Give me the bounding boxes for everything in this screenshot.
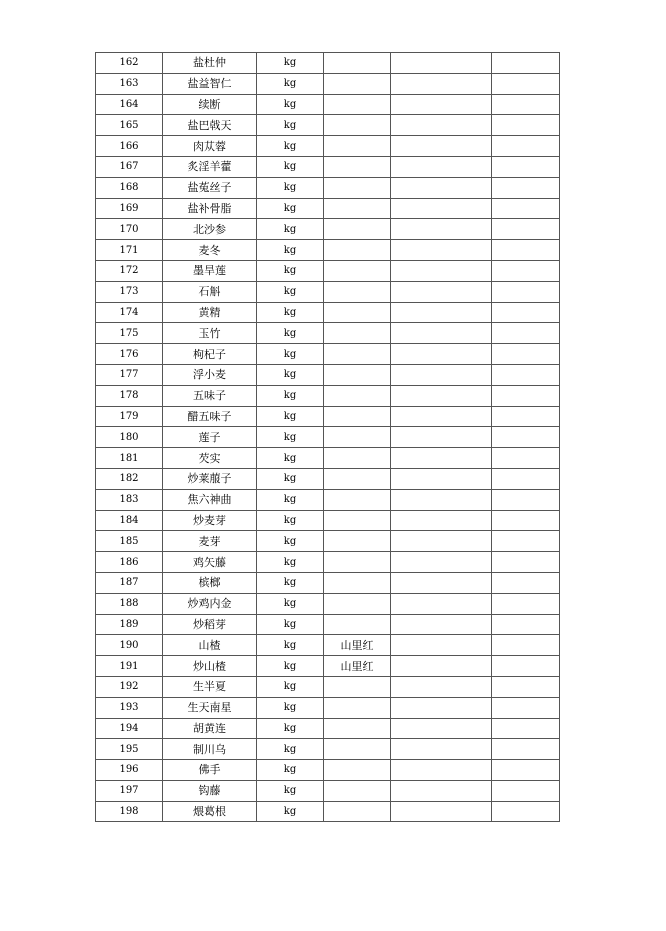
unit-cell: kg <box>257 177 324 198</box>
blank-cell-6 <box>492 53 560 74</box>
blank-cell-5 <box>391 281 492 302</box>
row-number-cell: 171 <box>96 240 163 261</box>
blank-cell-6 <box>492 448 560 469</box>
blank-cell-5 <box>391 448 492 469</box>
table-row <box>96 531 560 552</box>
blank-cell-6 <box>492 760 560 781</box>
unit-cell: kg <box>257 219 324 240</box>
row-number-cell: 198 <box>96 801 163 822</box>
blank-cell-6 <box>492 780 560 801</box>
row-number-cell: 168 <box>96 177 163 198</box>
row-number-cell: 173 <box>96 281 163 302</box>
note-cell <box>324 323 391 344</box>
herb-name-cell: 山楂 <box>163 635 257 656</box>
herb-name-cell: 佛手 <box>163 760 257 781</box>
note-cell <box>324 739 391 760</box>
herb-name-cell: 炒稻芽 <box>163 614 257 635</box>
herb-name-cell: 墨旱莲 <box>163 260 257 281</box>
note-cell <box>324 156 391 177</box>
herb-name-cell: 炒鸡内金 <box>163 593 257 614</box>
blank-cell-6 <box>492 427 560 448</box>
blank-cell-6 <box>492 468 560 489</box>
row-number-cell: 186 <box>96 552 163 573</box>
blank-cell-5 <box>391 697 492 718</box>
herb-name-cell: 炒莱菔子 <box>163 468 257 489</box>
blank-cell-6 <box>492 177 560 198</box>
unit-cell: kg <box>257 572 324 593</box>
herb-name-cell: 盐杜仲 <box>163 53 257 74</box>
table-row <box>96 780 560 801</box>
note-cell <box>324 552 391 573</box>
herb-name-cell: 胡黄连 <box>163 718 257 739</box>
blank-cell-6 <box>492 198 560 219</box>
blank-cell-5 <box>391 198 492 219</box>
unit-cell: kg <box>257 656 324 677</box>
blank-cell-6 <box>492 260 560 281</box>
blank-cell-5 <box>391 323 492 344</box>
row-number-cell: 182 <box>96 468 163 489</box>
note-cell <box>324 115 391 136</box>
table-row <box>96 676 560 697</box>
blank-cell-6 <box>492 156 560 177</box>
blank-cell-5 <box>391 656 492 677</box>
table-row <box>96 760 560 781</box>
unit-cell: kg <box>257 427 324 448</box>
row-number-cell: 162 <box>96 53 163 74</box>
unit-cell: kg <box>257 281 324 302</box>
note-cell <box>324 468 391 489</box>
blank-cell-6 <box>492 531 560 552</box>
blank-cell-6 <box>492 281 560 302</box>
blank-cell-5 <box>391 406 492 427</box>
blank-cell-6 <box>492 344 560 365</box>
note-cell <box>324 219 391 240</box>
blank-cell-5 <box>391 780 492 801</box>
table-row <box>96 801 560 822</box>
table-row <box>96 53 560 74</box>
note-cell <box>324 406 391 427</box>
table-row <box>96 115 560 136</box>
row-number-cell: 175 <box>96 323 163 344</box>
blank-cell-5 <box>391 676 492 697</box>
note-cell <box>324 572 391 593</box>
row-number-cell: 191 <box>96 656 163 677</box>
row-number-cell: 185 <box>96 531 163 552</box>
note-cell <box>324 260 391 281</box>
blank-cell-5 <box>391 635 492 656</box>
row-number-cell: 172 <box>96 260 163 281</box>
row-number-cell: 184 <box>96 510 163 531</box>
unit-cell: kg <box>257 801 324 822</box>
note-cell <box>324 531 391 552</box>
table-row <box>96 281 560 302</box>
herb-name-cell: 钩藤 <box>163 780 257 801</box>
unit-cell: kg <box>257 468 324 489</box>
note-cell <box>324 780 391 801</box>
herb-name-cell: 炙淫羊藿 <box>163 156 257 177</box>
blank-cell-5 <box>391 489 492 510</box>
herb-name-cell: 醋五味子 <box>163 406 257 427</box>
note-cell <box>324 302 391 323</box>
note-cell <box>324 94 391 115</box>
unit-cell: kg <box>257 198 324 219</box>
herb-name-cell: 麦冬 <box>163 240 257 261</box>
blank-cell-6 <box>492 676 560 697</box>
blank-cell-6 <box>492 489 560 510</box>
note-cell <box>324 281 391 302</box>
note-cell <box>324 489 391 510</box>
blank-cell-5 <box>391 240 492 261</box>
blank-cell-5 <box>391 156 492 177</box>
note-cell <box>324 73 391 94</box>
herb-name-cell: 肉苁蓉 <box>163 136 257 157</box>
row-number-cell: 196 <box>96 760 163 781</box>
note-cell <box>324 510 391 531</box>
unit-cell: kg <box>257 385 324 406</box>
blank-cell-6 <box>492 739 560 760</box>
note-cell <box>324 427 391 448</box>
blank-cell-5 <box>391 718 492 739</box>
blank-cell-5 <box>391 552 492 573</box>
blank-cell-5 <box>391 302 492 323</box>
unit-cell: kg <box>257 364 324 385</box>
row-number-cell: 164 <box>96 94 163 115</box>
unit-cell: kg <box>257 302 324 323</box>
blank-cell-5 <box>391 177 492 198</box>
unit-cell: kg <box>257 739 324 760</box>
row-number-cell: 176 <box>96 344 163 365</box>
row-number-cell: 192 <box>96 676 163 697</box>
table-row <box>96 364 560 385</box>
table-row <box>96 572 560 593</box>
herb-name-cell: 鸡矢藤 <box>163 552 257 573</box>
blank-cell-5 <box>391 593 492 614</box>
blank-cell-5 <box>391 801 492 822</box>
unit-cell: kg <box>257 344 324 365</box>
note-cell <box>324 344 391 365</box>
herb-name-cell: 石斛 <box>163 281 257 302</box>
table-row <box>96 656 560 677</box>
note-cell: 山里红 <box>324 635 391 656</box>
blank-cell-6 <box>492 115 560 136</box>
blank-cell-6 <box>492 406 560 427</box>
note-cell <box>324 364 391 385</box>
unit-cell: kg <box>257 718 324 739</box>
blank-cell-6 <box>492 364 560 385</box>
row-number-cell: 190 <box>96 635 163 656</box>
blank-cell-5 <box>391 468 492 489</box>
table-row <box>96 614 560 635</box>
unit-cell: kg <box>257 53 324 74</box>
blank-cell-6 <box>492 136 560 157</box>
herb-name-cell: 北沙参 <box>163 219 257 240</box>
unit-cell: kg <box>257 593 324 614</box>
note-cell <box>324 614 391 635</box>
note-cell <box>324 385 391 406</box>
row-number-cell: 174 <box>96 302 163 323</box>
table-row <box>96 448 560 469</box>
herb-name-cell: 盐补骨脂 <box>163 198 257 219</box>
herb-name-cell: 炒麦芽 <box>163 510 257 531</box>
unit-cell: kg <box>257 780 324 801</box>
table-body <box>96 53 560 822</box>
blank-cell-6 <box>492 552 560 573</box>
blank-cell-5 <box>391 344 492 365</box>
blank-cell-5 <box>391 94 492 115</box>
blank-cell-5 <box>391 115 492 136</box>
note-cell <box>324 198 391 219</box>
note-cell <box>324 177 391 198</box>
unit-cell: kg <box>257 760 324 781</box>
blank-cell-6 <box>492 73 560 94</box>
note-cell <box>324 53 391 74</box>
blank-cell-5 <box>391 510 492 531</box>
blank-cell-5 <box>391 136 492 157</box>
blank-cell-6 <box>492 385 560 406</box>
herb-name-cell: 盐巴戟天 <box>163 115 257 136</box>
blank-cell-5 <box>391 364 492 385</box>
blank-cell-6 <box>492 94 560 115</box>
blank-cell-6 <box>492 219 560 240</box>
blank-cell-5 <box>391 219 492 240</box>
unit-cell: kg <box>257 240 324 261</box>
note-cell <box>324 136 391 157</box>
blank-cell-6 <box>492 801 560 822</box>
herb-name-cell: 玉竹 <box>163 323 257 344</box>
table-row <box>96 489 560 510</box>
table-row <box>96 219 560 240</box>
blank-cell-5 <box>391 760 492 781</box>
herb-name-cell: 生天南星 <box>163 697 257 718</box>
unit-cell: kg <box>257 510 324 531</box>
blank-cell-5 <box>391 385 492 406</box>
unit-cell: kg <box>257 115 324 136</box>
row-number-cell: 165 <box>96 115 163 136</box>
unit-cell: kg <box>257 614 324 635</box>
table-row <box>96 468 560 489</box>
blank-cell-5 <box>391 53 492 74</box>
table-row <box>96 510 560 531</box>
table-row <box>96 739 560 760</box>
herb-name-cell: 槟榔 <box>163 572 257 593</box>
unit-cell: kg <box>257 406 324 427</box>
row-number-cell: 167 <box>96 156 163 177</box>
table-row <box>96 427 560 448</box>
herb-name-cell: 莲子 <box>163 427 257 448</box>
note-cell <box>324 697 391 718</box>
blank-cell-6 <box>492 635 560 656</box>
note-cell: 山里红 <box>324 656 391 677</box>
blank-cell-5 <box>391 73 492 94</box>
blank-cell-5 <box>391 739 492 760</box>
herb-name-cell: 枸杞子 <box>163 344 257 365</box>
blank-cell-6 <box>492 614 560 635</box>
blank-cell-5 <box>391 260 492 281</box>
note-cell <box>324 240 391 261</box>
table-row <box>96 136 560 157</box>
note-cell <box>324 593 391 614</box>
note-cell <box>324 718 391 739</box>
row-number-cell: 177 <box>96 364 163 385</box>
unit-cell: kg <box>257 697 324 718</box>
table-row <box>96 94 560 115</box>
table-row <box>96 593 560 614</box>
herb-list-table <box>95 52 560 822</box>
herb-name-cell: 黄精 <box>163 302 257 323</box>
blank-cell-6 <box>492 510 560 531</box>
herb-name-cell: 炒山楂 <box>163 656 257 677</box>
row-number-cell: 194 <box>96 718 163 739</box>
table-row <box>96 552 560 573</box>
row-number-cell: 163 <box>96 73 163 94</box>
blank-cell-6 <box>492 593 560 614</box>
row-number-cell: 188 <box>96 593 163 614</box>
herb-name-cell: 芡实 <box>163 448 257 469</box>
table-row <box>96 156 560 177</box>
row-number-cell: 170 <box>96 219 163 240</box>
unit-cell: kg <box>257 94 324 115</box>
unit-cell: kg <box>257 136 324 157</box>
unit-cell: kg <box>257 635 324 656</box>
table-row <box>96 344 560 365</box>
unit-cell: kg <box>257 531 324 552</box>
row-number-cell: 183 <box>96 489 163 510</box>
herb-name-cell: 焦六神曲 <box>163 489 257 510</box>
note-cell <box>324 448 391 469</box>
herb-name-cell: 生半夏 <box>163 676 257 697</box>
herb-name-cell: 盐益智仁 <box>163 73 257 94</box>
blank-cell-6 <box>492 302 560 323</box>
note-cell <box>324 760 391 781</box>
table-row <box>96 260 560 281</box>
table-row <box>96 177 560 198</box>
table-row <box>96 635 560 656</box>
herb-name-cell: 续断 <box>163 94 257 115</box>
note-cell <box>324 801 391 822</box>
blank-cell-5 <box>391 572 492 593</box>
blank-cell-6 <box>492 323 560 344</box>
unit-cell: kg <box>257 448 324 469</box>
row-number-cell: 179 <box>96 406 163 427</box>
blank-cell-6 <box>492 656 560 677</box>
blank-cell-6 <box>492 718 560 739</box>
row-number-cell: 189 <box>96 614 163 635</box>
row-number-cell: 169 <box>96 198 163 219</box>
unit-cell: kg <box>257 552 324 573</box>
unit-cell: kg <box>257 323 324 344</box>
table-row <box>96 198 560 219</box>
row-number-cell: 180 <box>96 427 163 448</box>
unit-cell: kg <box>257 73 324 94</box>
unit-cell: kg <box>257 489 324 510</box>
row-number-cell: 166 <box>96 136 163 157</box>
table-row <box>96 718 560 739</box>
blank-cell-6 <box>492 572 560 593</box>
table-row <box>96 697 560 718</box>
herb-name-cell: 制川乌 <box>163 739 257 760</box>
table-row <box>96 406 560 427</box>
row-number-cell: 193 <box>96 697 163 718</box>
herb-name-cell: 五味子 <box>163 385 257 406</box>
table-row <box>96 302 560 323</box>
row-number-cell: 181 <box>96 448 163 469</box>
unit-cell: kg <box>257 260 324 281</box>
table-row <box>96 323 560 344</box>
table-row <box>96 73 560 94</box>
row-number-cell: 195 <box>96 739 163 760</box>
herb-name-cell: 麦芽 <box>163 531 257 552</box>
unit-cell: kg <box>257 156 324 177</box>
herb-name-cell: 煨葛根 <box>163 801 257 822</box>
blank-cell-6 <box>492 240 560 261</box>
unit-cell: kg <box>257 676 324 697</box>
blank-cell-5 <box>391 531 492 552</box>
row-number-cell: 187 <box>96 572 163 593</box>
blank-cell-6 <box>492 697 560 718</box>
row-number-cell: 178 <box>96 385 163 406</box>
row-number-cell: 197 <box>96 780 163 801</box>
blank-cell-5 <box>391 427 492 448</box>
blank-cell-5 <box>391 614 492 635</box>
table-row <box>96 385 560 406</box>
herb-name-cell: 浮小麦 <box>163 364 257 385</box>
note-cell <box>324 676 391 697</box>
herb-name-cell: 盐菟丝子 <box>163 177 257 198</box>
table-row <box>96 240 560 261</box>
